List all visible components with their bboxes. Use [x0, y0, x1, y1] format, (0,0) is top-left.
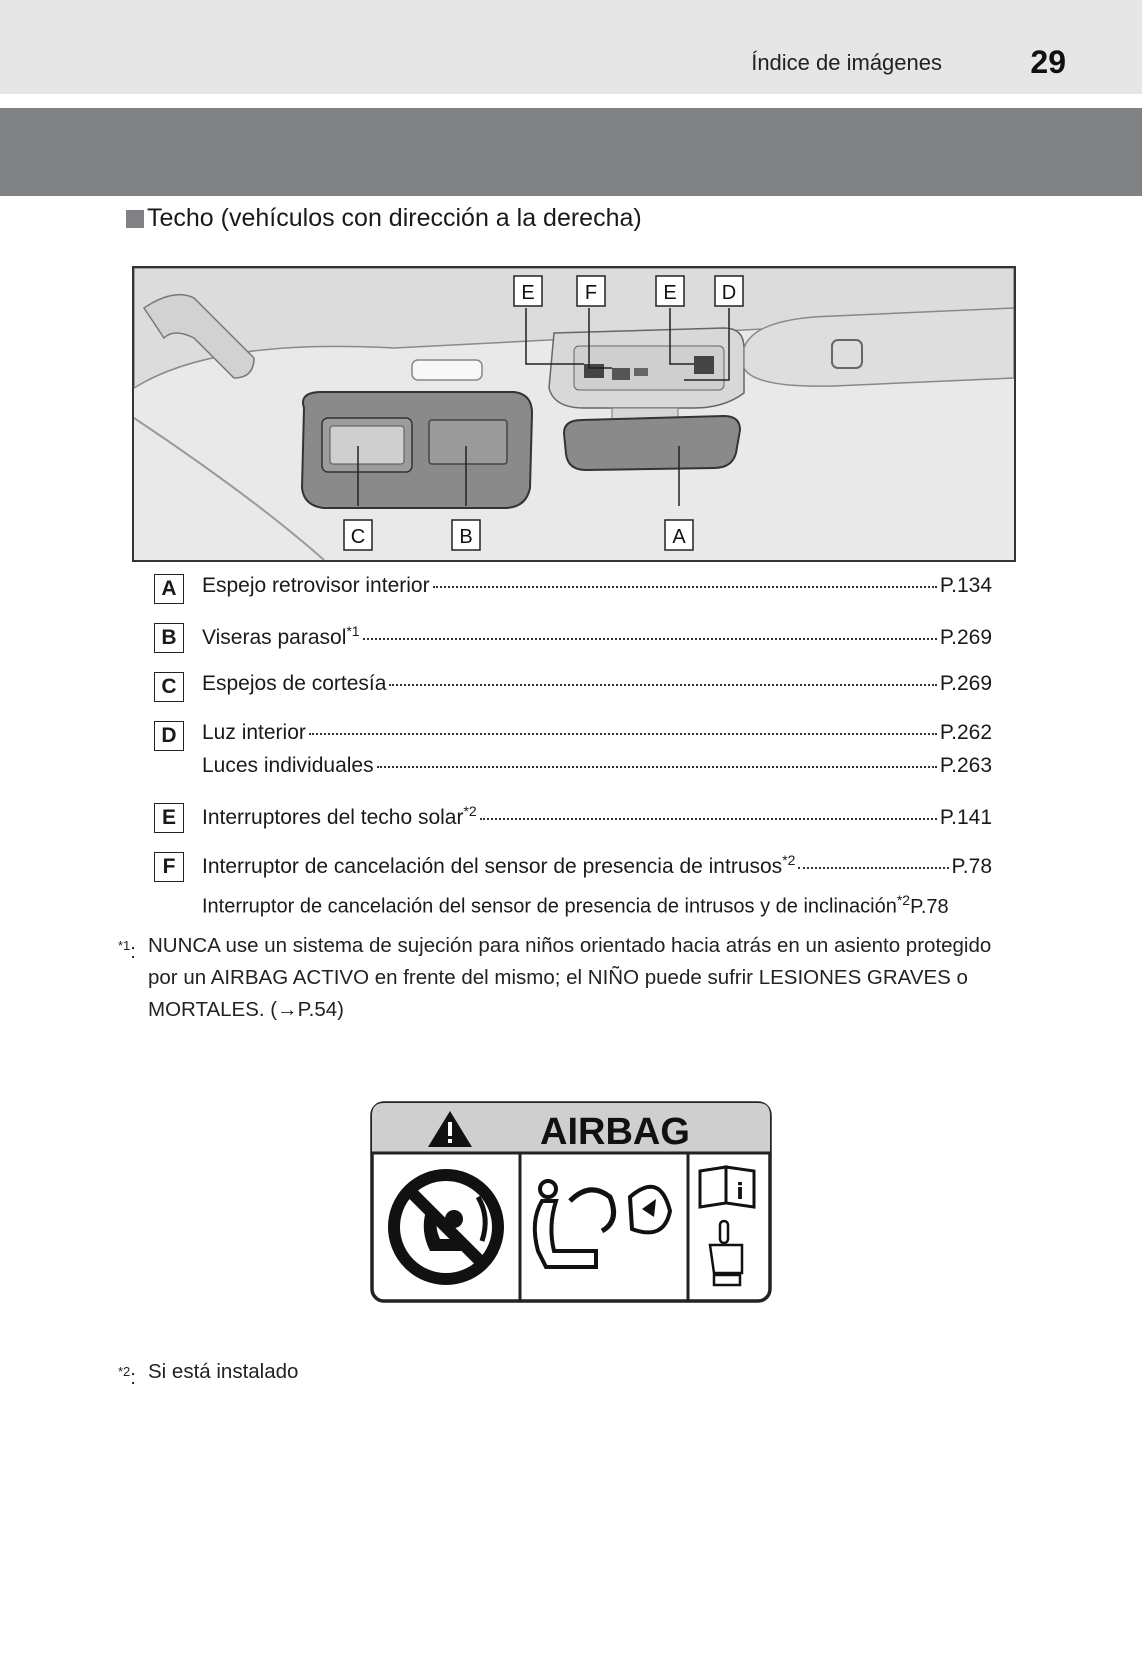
- overhead-console-drawing: [549, 328, 744, 408]
- page-ref-link[interactable]: P.134: [939, 574, 992, 597]
- heading-square-icon: [126, 210, 144, 228]
- heading: [126, 204, 642, 233]
- footnote-mark: *1: [346, 623, 360, 639]
- page-ref-link[interactable]: P.269: [939, 672, 992, 695]
- info-glyph: i: [736, 1180, 744, 1205]
- entry-label-wrap: [202, 852, 795, 879]
- page-ref-link[interactable]: P.78: [951, 855, 992, 878]
- callout-a: A: [672, 526, 686, 548]
- page-number: 29: [1030, 44, 1066, 80]
- footnote-mark: $^{*2}$:: [118, 1364, 136, 1389]
- entry: [202, 721, 992, 745]
- letter-box: D: [154, 721, 184, 751]
- heading-text: Techo (vehículos con dirección a la derecha): [147, 204, 642, 232]
- callout-b: B: [459, 526, 473, 548]
- letter-box: E: [154, 803, 184, 833]
- page-ref-link[interactable]: P.141: [939, 806, 992, 829]
- section-gray-bar: [0, 108, 1142, 196]
- footnote-mark: *2: [896, 892, 911, 908]
- leader-dots: [433, 586, 937, 588]
- callout-d: D: [721, 282, 737, 304]
- entry: [202, 852, 992, 879]
- index-item-d: [154, 719, 994, 753]
- footnote-marker: *1: [118, 938, 131, 953]
- index-item-a: [154, 572, 994, 606]
- section-title: Índice de imágenes: [751, 50, 942, 75]
- airbag-label-drawing: [370, 1101, 772, 1303]
- leader-dots: [798, 867, 948, 869]
- airbag-title: AIRBAG: [540, 1111, 690, 1153]
- airbag-warning-label: [370, 1101, 772, 1303]
- entry: [202, 574, 992, 598]
- entry: [202, 623, 992, 650]
- letter-box: C: [154, 672, 184, 702]
- ceiling-illustration: [132, 266, 1016, 562]
- sun-visor-drawing: [302, 392, 532, 508]
- ceiling-drawing: [134, 268, 1014, 560]
- callout-c: C: [350, 526, 366, 548]
- letter-box: B: [154, 623, 184, 653]
- index-item-b: [154, 621, 994, 655]
- entry: [202, 892, 1008, 919]
- index-item-d-sub: [154, 752, 994, 786]
- callout-e-1: E: [521, 282, 535, 304]
- letter-box: F: [154, 852, 184, 882]
- page-ref-link[interactable]: P.269: [939, 626, 992, 649]
- leader-dots: [377, 766, 937, 768]
- footnote-mark: *2: [782, 852, 796, 868]
- index-item-e: [154, 801, 994, 835]
- footnote-mark: $^{*1}$:: [118, 938, 136, 963]
- entry-label: Interruptor de cancelación del sensor de presencia de intrusos: [202, 855, 783, 878]
- leader-dots: [389, 684, 936, 686]
- entry-label: Espejo retrovisor interior: [202, 574, 430, 597]
- entry: [202, 672, 992, 696]
- footnote-text: Si está instalado: [148, 1360, 299, 1383]
- footnote-marker: *2: [118, 1364, 131, 1379]
- index-item-f: [154, 850, 994, 884]
- header-band: [0, 0, 1142, 94]
- entry: [202, 754, 992, 778]
- read-manual-icon: [700, 1167, 754, 1207]
- entry-label: Luz interior: [202, 721, 306, 744]
- entry-label-wrap: [202, 892, 910, 919]
- leader-dots: [363, 638, 937, 640]
- entry: [202, 803, 992, 830]
- entry-label: Luces individuales: [202, 754, 374, 777]
- letter-box: A: [154, 574, 184, 604]
- index-item-f-sub: [154, 890, 994, 924]
- index-item-c: [154, 670, 994, 704]
- footnote-mark: *2: [463, 803, 477, 819]
- leader-dots: [480, 818, 937, 820]
- entry-label: Viseras parasol: [202, 626, 347, 649]
- page-ref-link[interactable]: P.78: [910, 895, 949, 918]
- footnote-text: NUNCA use un sistema de sujeción para niños orientado hacia atrás en un asiento protegido por un AIRBAG ACTIVO en frente del mismo; el NIÑO puede sufrir LESIONES GRAVES o MORTALES. (→P.54): [148, 934, 992, 1021]
- entry-label: Espejos de cortesía: [202, 672, 387, 695]
- callout-f: F: [584, 282, 598, 304]
- leader-dots: [309, 733, 937, 735]
- entry-label: Interruptor de cancelación del sensor de presencia de intrusos y de inclinación: [202, 895, 897, 918]
- page-ref-link[interactable]: P.263: [939, 754, 992, 777]
- page-ref-link[interactable]: P.262: [939, 721, 992, 744]
- entry-label-wrap: [202, 623, 360, 650]
- callout-e-2: E: [663, 282, 677, 304]
- entry-label-wrap: [202, 803, 477, 830]
- entry-label: Interruptores del techo solar: [202, 806, 464, 829]
